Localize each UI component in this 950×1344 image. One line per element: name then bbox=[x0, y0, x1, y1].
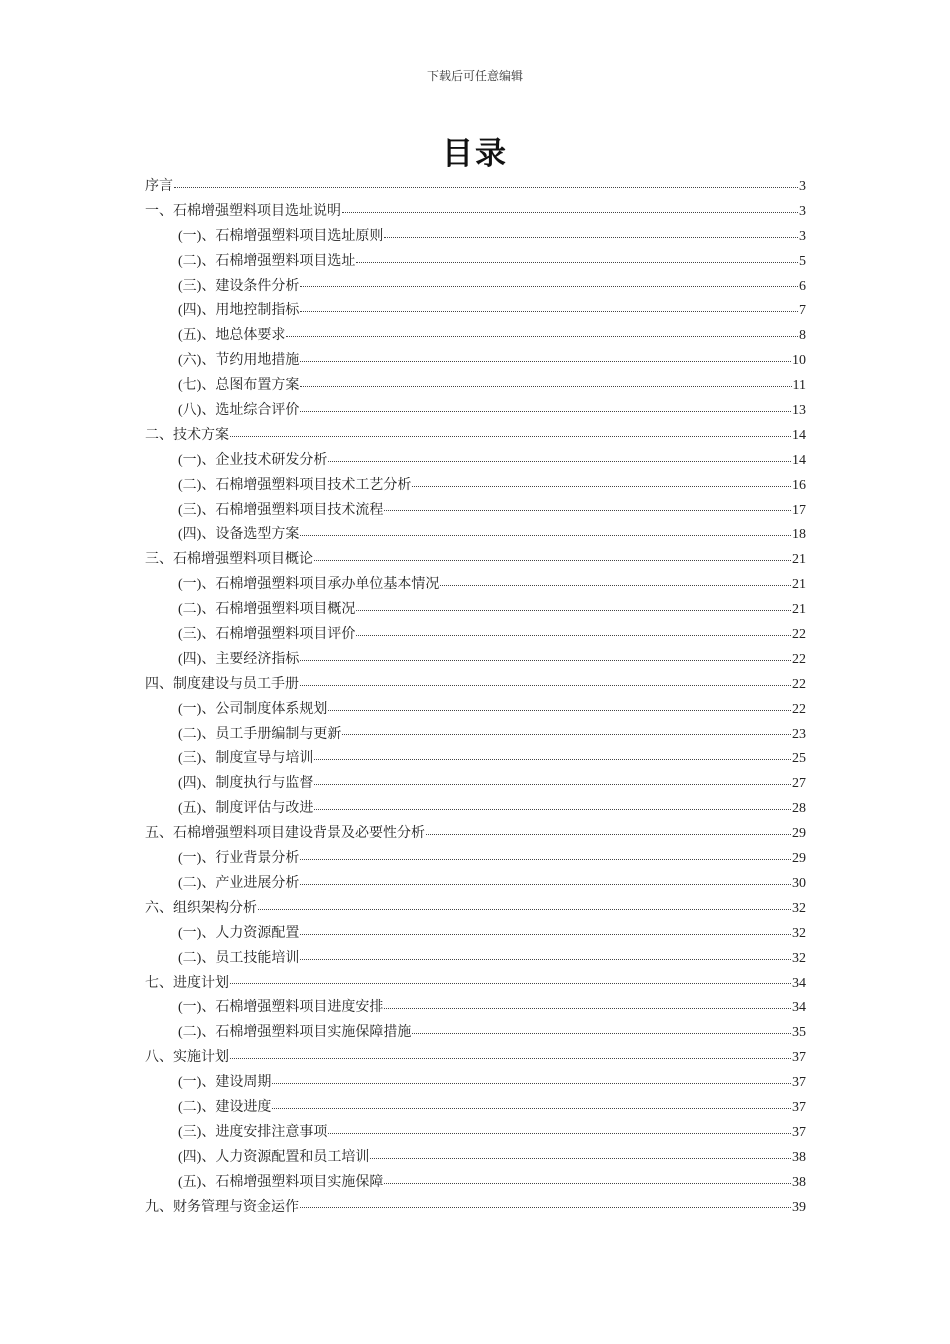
toc-entry[interactable] bbox=[145, 175, 806, 200]
toc-entry[interactable] bbox=[145, 449, 806, 474]
toc-entry[interactable] bbox=[145, 648, 806, 673]
toc-entry-page: 28 bbox=[792, 801, 806, 817]
toc-leader-dots bbox=[230, 983, 791, 984]
toc-leader-dots bbox=[384, 237, 798, 238]
toc-entry[interactable] bbox=[145, 523, 806, 548]
toc-entry[interactable] bbox=[145, 299, 806, 324]
toc-entry-label: (二)、石棉增强塑料项目概况 bbox=[178, 602, 356, 618]
toc-entry[interactable] bbox=[145, 250, 806, 275]
toc-leader-dots bbox=[328, 710, 791, 711]
table-of-contents bbox=[145, 175, 806, 1220]
toc-leader-dots bbox=[272, 1108, 791, 1109]
toc-entry-label: 三、石棉增强塑料项目概论 bbox=[145, 552, 313, 568]
toc-entry[interactable] bbox=[145, 374, 806, 399]
toc-entry-page: 38 bbox=[792, 1149, 806, 1165]
toc-entry-label: (一)、建设周期 bbox=[178, 1075, 272, 1091]
toc-entry-page: 25 bbox=[792, 751, 806, 767]
toc-entry[interactable] bbox=[145, 673, 806, 698]
toc-entry[interactable] bbox=[145, 822, 806, 847]
toc-entry-page: 18 bbox=[792, 527, 806, 543]
toc-entry[interactable] bbox=[145, 548, 806, 573]
toc-leader-dots bbox=[300, 959, 791, 960]
toc-entry[interactable] bbox=[145, 1071, 806, 1096]
toc-leader-dots bbox=[300, 884, 791, 885]
toc-leader-dots bbox=[300, 361, 791, 362]
toc-entry-page: 3 bbox=[799, 179, 806, 194]
toc-entry[interactable] bbox=[145, 573, 806, 598]
toc-entry-label: 五、石棉增强塑料项目建设背景及必要性分析 bbox=[145, 826, 425, 842]
toc-entry-label: 八、实施计划 bbox=[145, 1050, 229, 1066]
toc-entry-label: (五)、地总体要求 bbox=[178, 328, 286, 344]
toc-entry-label: (四)、制度执行与监督 bbox=[178, 776, 314, 792]
toc-leader-dots bbox=[258, 909, 791, 910]
toc-leader-dots bbox=[356, 610, 791, 611]
toc-entry-page: 11 bbox=[792, 378, 806, 394]
toc-entry-label: (二)、石棉增强塑料项目选址 bbox=[178, 253, 356, 269]
toc-leader-dots bbox=[426, 834, 791, 835]
toc-entry-label: (四)、主要经济指标 bbox=[178, 651, 300, 667]
toc-entry-page: 14 bbox=[792, 452, 806, 468]
toc-entry-label: 一、石棉增强塑料项目选址说明 bbox=[145, 203, 341, 219]
toc-entry-page: 14 bbox=[792, 427, 806, 443]
toc-entry-page: 34 bbox=[792, 975, 806, 991]
toc-entry-page: 22 bbox=[792, 651, 806, 667]
toc-entry[interactable] bbox=[145, 598, 806, 623]
toc-leader-dots bbox=[272, 1083, 791, 1084]
toc-entry-label: (六)、节约用地措施 bbox=[178, 353, 300, 369]
toc-leader-dots bbox=[370, 1158, 791, 1159]
toc-entry-label: (五)、石棉增强塑料项目实施保障 bbox=[178, 1174, 384, 1190]
toc-entry-label: (三)、建设条件分析 bbox=[178, 278, 300, 294]
toc-entry[interactable] bbox=[145, 723, 806, 748]
toc-entry-label: (二)、石棉增强塑料项目技术工艺分析 bbox=[178, 477, 412, 493]
toc-entry-page: 22 bbox=[792, 676, 806, 692]
toc-entry[interactable] bbox=[145, 474, 806, 499]
toc-leader-dots bbox=[230, 436, 791, 437]
toc-entry[interactable] bbox=[145, 972, 806, 997]
toc-entry-label: (七)、总图布置方案 bbox=[178, 378, 300, 394]
toc-entry-label: 序言 bbox=[145, 179, 173, 194]
toc-entry[interactable] bbox=[145, 349, 806, 374]
toc-leader-dots bbox=[286, 336, 798, 337]
toc-entry[interactable] bbox=[145, 399, 806, 424]
toc-leader-dots bbox=[384, 1008, 791, 1009]
toc-entry-page: 6 bbox=[799, 278, 806, 294]
toc-entry[interactable] bbox=[145, 797, 806, 822]
toc-entry-page: 32 bbox=[792, 900, 806, 916]
toc-leader-dots bbox=[328, 461, 791, 462]
toc-entry-label: (一)、公司制度体系规划 bbox=[178, 701, 328, 717]
toc-entry-label: 九、财务管理与资金运作 bbox=[145, 1199, 299, 1215]
toc-entry-page: 34 bbox=[792, 1000, 806, 1016]
toc-entry-page: 29 bbox=[792, 851, 806, 867]
toc-entry[interactable] bbox=[145, 772, 806, 797]
toc-leader-dots bbox=[384, 1183, 791, 1184]
toc-entry[interactable] bbox=[145, 499, 806, 524]
toc-entry-page: 32 bbox=[792, 950, 806, 966]
toc-entry-label: (三)、制度宣导与培训 bbox=[178, 751, 314, 767]
toc-entry-label: (一)、企业技术研发分析 bbox=[178, 452, 328, 468]
toc-leader-dots bbox=[342, 212, 798, 213]
toc-entry-page: 35 bbox=[792, 1025, 806, 1041]
toc-entry[interactable] bbox=[145, 225, 806, 250]
toc-entry-label: (二)、员工手册编制与更新 bbox=[178, 726, 342, 742]
toc-entry-page: 5 bbox=[799, 253, 806, 269]
toc-entry-label: (四)、设备选型方案 bbox=[178, 527, 300, 543]
toc-leader-dots bbox=[300, 386, 791, 387]
toc-entry[interactable] bbox=[145, 1046, 806, 1071]
toc-leader-dots bbox=[300, 286, 798, 287]
toc-leader-dots bbox=[300, 1207, 791, 1208]
toc-entry-label: (二)、员工技能培训 bbox=[178, 950, 300, 966]
toc-entry-label: (一)、石棉增强塑料项目进度安排 bbox=[178, 1000, 384, 1016]
toc-entry-page: 21 bbox=[792, 577, 806, 593]
toc-leader-dots bbox=[328, 1133, 791, 1134]
toc-entry-page: 39 bbox=[792, 1199, 806, 1215]
toc-entry[interactable] bbox=[145, 872, 806, 897]
toc-entry[interactable] bbox=[145, 747, 806, 772]
toc-leader-dots bbox=[300, 535, 791, 536]
toc-entry-page: 3 bbox=[799, 203, 806, 219]
toc-entry-label: (三)、石棉增强塑料项目技术流程 bbox=[178, 502, 384, 518]
toc-leader-dots bbox=[300, 685, 791, 686]
toc-entry[interactable] bbox=[145, 623, 806, 648]
toc-entry[interactable] bbox=[145, 424, 806, 449]
toc-leader-dots bbox=[314, 560, 791, 561]
toc-leader-dots bbox=[300, 311, 798, 312]
toc-entry[interactable] bbox=[145, 1146, 806, 1171]
toc-leader-dots bbox=[342, 734, 791, 735]
toc-entry[interactable] bbox=[145, 1021, 806, 1046]
toc-leader-dots bbox=[314, 759, 791, 760]
toc-entry-label: (二)、建设进度 bbox=[178, 1099, 272, 1115]
toc-leader-dots bbox=[230, 1058, 791, 1059]
toc-entry-page: 29 bbox=[792, 826, 806, 842]
toc-entry-page: 22 bbox=[792, 627, 806, 643]
toc-entry-label: (四)、用地控制指标 bbox=[178, 303, 300, 319]
toc-entry-label: (三)、石棉增强塑料项目评价 bbox=[178, 627, 356, 643]
toc-leader-dots bbox=[356, 262, 798, 263]
toc-entry-label: (一)、石棉增强塑料项目承办单位基本情况 bbox=[178, 577, 440, 593]
toc-entry[interactable] bbox=[145, 200, 806, 225]
toc-entry-page: 32 bbox=[792, 925, 806, 941]
toc-entry-page: 37 bbox=[792, 1124, 806, 1140]
header-note: 下载后可任意编辑 bbox=[426, 69, 523, 83]
toc-entry-label: (二)、石棉增强塑料项目实施保障措施 bbox=[178, 1025, 412, 1041]
toc-entry-page: 10 bbox=[792, 353, 806, 369]
toc-leader-dots bbox=[356, 635, 791, 636]
toc-leader-dots bbox=[314, 784, 791, 785]
toc-entry-label: (一)、人力资源配置 bbox=[178, 925, 300, 941]
toc-entry[interactable] bbox=[145, 922, 806, 947]
page-title: 目录 bbox=[442, 136, 508, 172]
toc-entry[interactable] bbox=[145, 897, 806, 922]
toc-leader-dots bbox=[412, 1033, 791, 1034]
toc-entry[interactable] bbox=[145, 1171, 806, 1196]
toc-leader-dots bbox=[300, 411, 791, 412]
toc-entry-label: 七、进度计划 bbox=[145, 975, 229, 991]
toc-entry-label: 二、技术方案 bbox=[145, 427, 229, 443]
toc-entry-label: (一)、石棉增强塑料项目选址原则 bbox=[178, 228, 384, 244]
toc-entry-page: 30 bbox=[792, 875, 806, 891]
toc-entry-label: (八)、选址综合评价 bbox=[178, 403, 300, 419]
toc-entry[interactable] bbox=[145, 275, 806, 300]
toc-entry-label: (一)、行业背景分析 bbox=[178, 851, 300, 867]
toc-entry-page: 38 bbox=[792, 1174, 806, 1190]
toc-entry[interactable] bbox=[145, 324, 806, 349]
toc-entry-page: 8 bbox=[799, 328, 806, 344]
toc-entry-label: (三)、进度安排注意事项 bbox=[178, 1124, 328, 1140]
toc-entry[interactable] bbox=[145, 1196, 806, 1221]
toc-entry-label: (四)、人力资源配置和员工培训 bbox=[178, 1149, 370, 1165]
toc-entry-label: 四、制度建设与员工手册 bbox=[145, 676, 299, 692]
toc-entry-page: 21 bbox=[792, 552, 806, 568]
toc-entry[interactable] bbox=[145, 1121, 806, 1146]
toc-entry-page: 37 bbox=[792, 1099, 806, 1115]
toc-leader-dots bbox=[384, 510, 791, 511]
toc-entry-page: 13 bbox=[792, 403, 806, 419]
toc-entry-page: 7 bbox=[799, 303, 806, 319]
toc-entry-page: 37 bbox=[792, 1075, 806, 1091]
toc-leader-dots bbox=[300, 660, 791, 661]
toc-leader-dots bbox=[174, 187, 798, 188]
toc-leader-dots bbox=[300, 859, 791, 860]
toc-leader-dots bbox=[412, 486, 791, 487]
toc-entry-page: 3 bbox=[799, 228, 806, 244]
toc-entry[interactable] bbox=[145, 847, 806, 872]
toc-entry[interactable] bbox=[145, 1096, 806, 1121]
toc-entry-page: 16 bbox=[792, 477, 806, 493]
toc-entry-page: 17 bbox=[792, 502, 806, 518]
toc-entry[interactable] bbox=[145, 996, 806, 1021]
toc-entry-page: 22 bbox=[792, 701, 806, 717]
toc-entry[interactable] bbox=[145, 698, 806, 723]
toc-entry-page: 23 bbox=[792, 726, 806, 742]
toc-entry-label: (五)、制度评估与改进 bbox=[178, 801, 314, 817]
toc-entry-page: 27 bbox=[792, 776, 806, 792]
toc-leader-dots bbox=[314, 809, 791, 810]
toc-leader-dots bbox=[300, 934, 791, 935]
toc-leader-dots bbox=[440, 585, 791, 586]
toc-entry-page: 21 bbox=[792, 602, 806, 618]
toc-entry-page: 37 bbox=[792, 1050, 806, 1066]
toc-entry[interactable] bbox=[145, 947, 806, 972]
toc-entry-label: 六、组织架构分析 bbox=[145, 900, 257, 916]
toc-entry-label: (二)、产业进展分析 bbox=[178, 875, 300, 891]
